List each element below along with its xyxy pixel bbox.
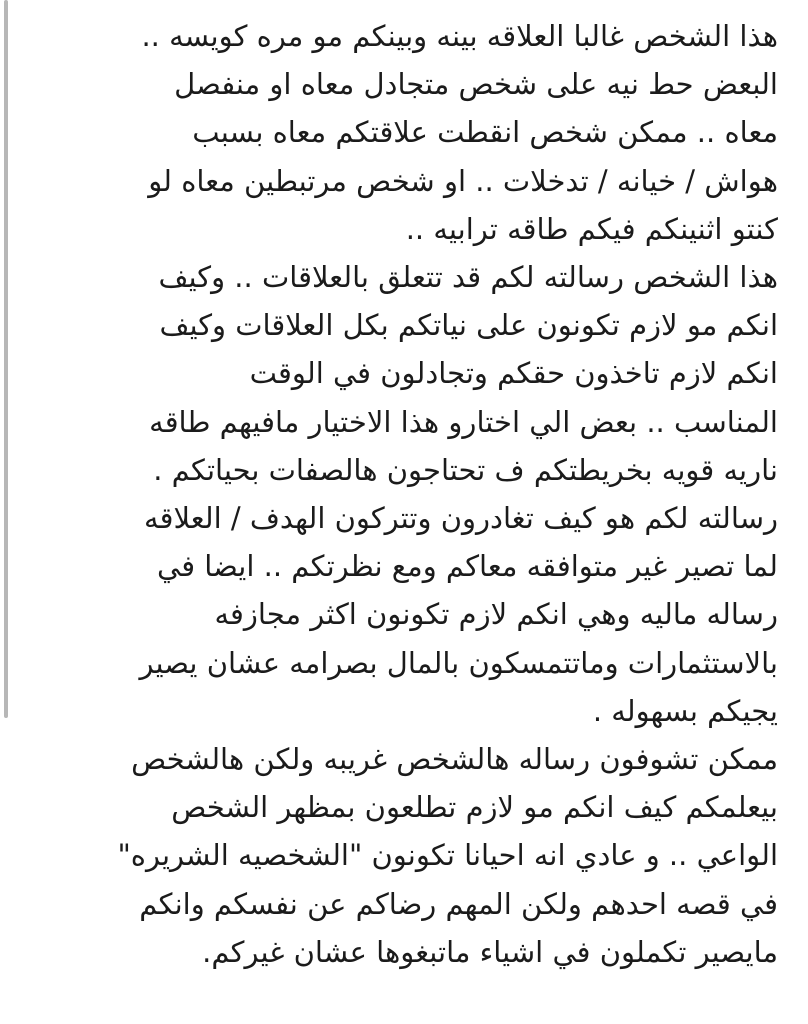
- note-line: يجيكم بسهوله .: [592, 693, 778, 728]
- note-line: كنتو اثنينكم فيكم طاقه ترابيه ..: [405, 211, 778, 246]
- note-text: [40, 12, 778, 976]
- note-line: ناريه قويه بخريطتكم ف تحتاجون هالصفات بحياتكم .: [153, 452, 778, 487]
- note-line: مايصير تكملون في اشياء ماتبغوها عشان غيركم.: [202, 934, 778, 969]
- note-line: بالاستثمارات وماتتمسكون بالمال بصرامه عشان يصير: [139, 645, 778, 680]
- scroll-indicator[interactable]: [4, 0, 8, 718]
- note-line: هذا الشخص غالبا العلاقه بينه وبينكم مو مره كويسه ..: [141, 19, 778, 53]
- note-line: المناسب .. بعض الي اختارو هذا الاختيار مافيهم طاقه: [149, 404, 778, 439]
- note-line: هواش / خيانه / تدخلات .. او شخص مرتبطين معاه لو: [148, 163, 778, 198]
- note-line: هذا الشخص رسالته لكم قد تتعلق بالعلاقات .. وكيف: [158, 260, 778, 295]
- note-line: انكم لازم تاخذون حقكم وتجادلون في الوقت: [249, 356, 778, 391]
- note-line: رسالته لكم هو كيف تغادرون وتتركون الهدف / العلاقه: [144, 501, 778, 536]
- note-line: معاه .. ممكن شخص انقطت علاقتكم معاه بسبب: [192, 115, 778, 150]
- note-line: الواعي .. و عادي انه احيانا تكونون "الشخصيه الشريره": [117, 838, 778, 873]
- note-line: رساله ماليه وهي انكم لازم تكونون اكثر مجازفه: [214, 597, 778, 632]
- note-line: لما تصير غير متوافقه معاكم ومع نظرتكم .. ايضا في: [157, 549, 778, 584]
- note-line: البعض حط نيه على شخص متجادل معاه او منفصل: [174, 67, 778, 102]
- note-line: في قصه احدهم ولكن المهم رضاكم عن نفسكم وانكم: [139, 886, 778, 921]
- note-line: انكم مو لازم تكونون على نياتكم بكل العلاقات وكيف: [159, 308, 778, 343]
- note-line: بيعلمكم كيف انكم مو لازم تطلعون بمظهر الشخص: [171, 790, 778, 825]
- note-line: ممكن تشوفون رساله هالشخص غريبه ولكن هالشخص: [131, 742, 778, 777]
